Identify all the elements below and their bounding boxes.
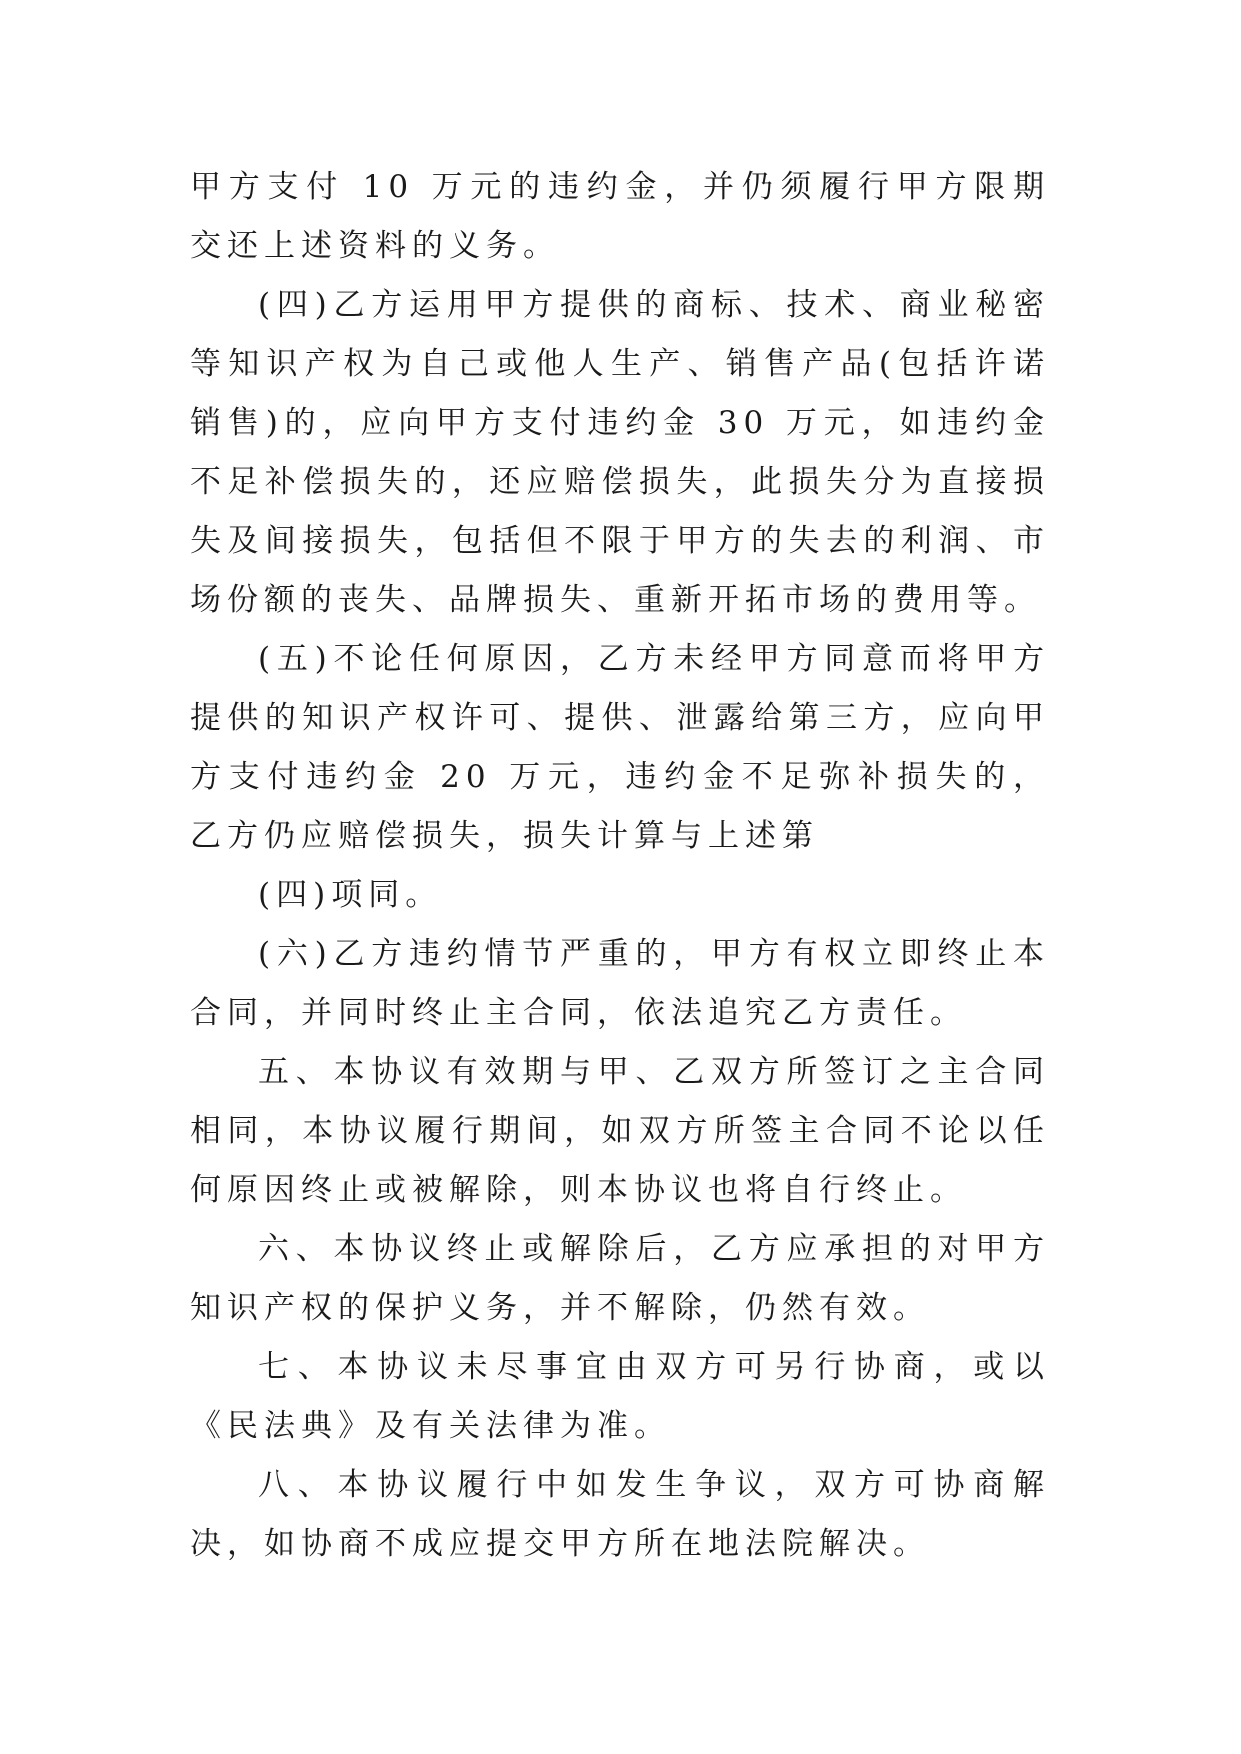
document-body [190,158,1050,1574]
paragraph-clause-5: (五)不论任何原因，乙方未经甲方同意而将甲方提供的知识产权许可、提供、泄露给第三方，应向甲方支付违约金 20 万元，违约金不足弥补损失的，乙方仍应赔偿损失，损失计算与上述第 [190,641,1050,854]
paragraph-clause-4: (四)乙方运用甲方提供的商标、技术、商业秘密等知识产权为自己或他人生产、销售产品(包括许诺销售)的，应向甲方支付违约金 30 万元，如违约金不足补偿损失的，还应赔偿损失，此损失分为直接损失及间接损失，包括但不限于甲方的失去的利润、市场份额的丧失、品牌损失、重新开拓市场的费用等。 [190,287,1050,618]
paragraph-article-6: 六、本协议终止或解除后，乙方应承担的对甲方知识产权的保护义务，并不解除，仍然有效。 [190,1231,1050,1326]
paragraph-clause-6: (六)乙方违约情节严重的，甲方有权立即终止本合同，并同时终止主合同，依法追究乙方责任。 [190,936,1050,1031]
paragraph-clause-5-tail: (四)项同。 [258,877,443,913]
paragraph-article-5: 五、本协议有效期与甲、乙双方所签订之主合同相同，本协议履行期间，如双方所签主合同不论以任何原因终止或被解除，则本协议也将自行终止。 [190,1054,1050,1208]
paragraph-article-7: 七、本协议未尽事宜由双方可另行协商，或以《民法典》及有关法律为准。 [190,1349,1050,1444]
paragraph-continuation: 甲方支付 10 万元的违约金，并仍须履行甲方限期交还上述资料的义务。 [190,169,1050,264]
paragraph-article-8: 八、本协议履行中如发生争议，双方可协商解决，如协商不成应提交甲方所在地法院解决。 [190,1467,1050,1562]
